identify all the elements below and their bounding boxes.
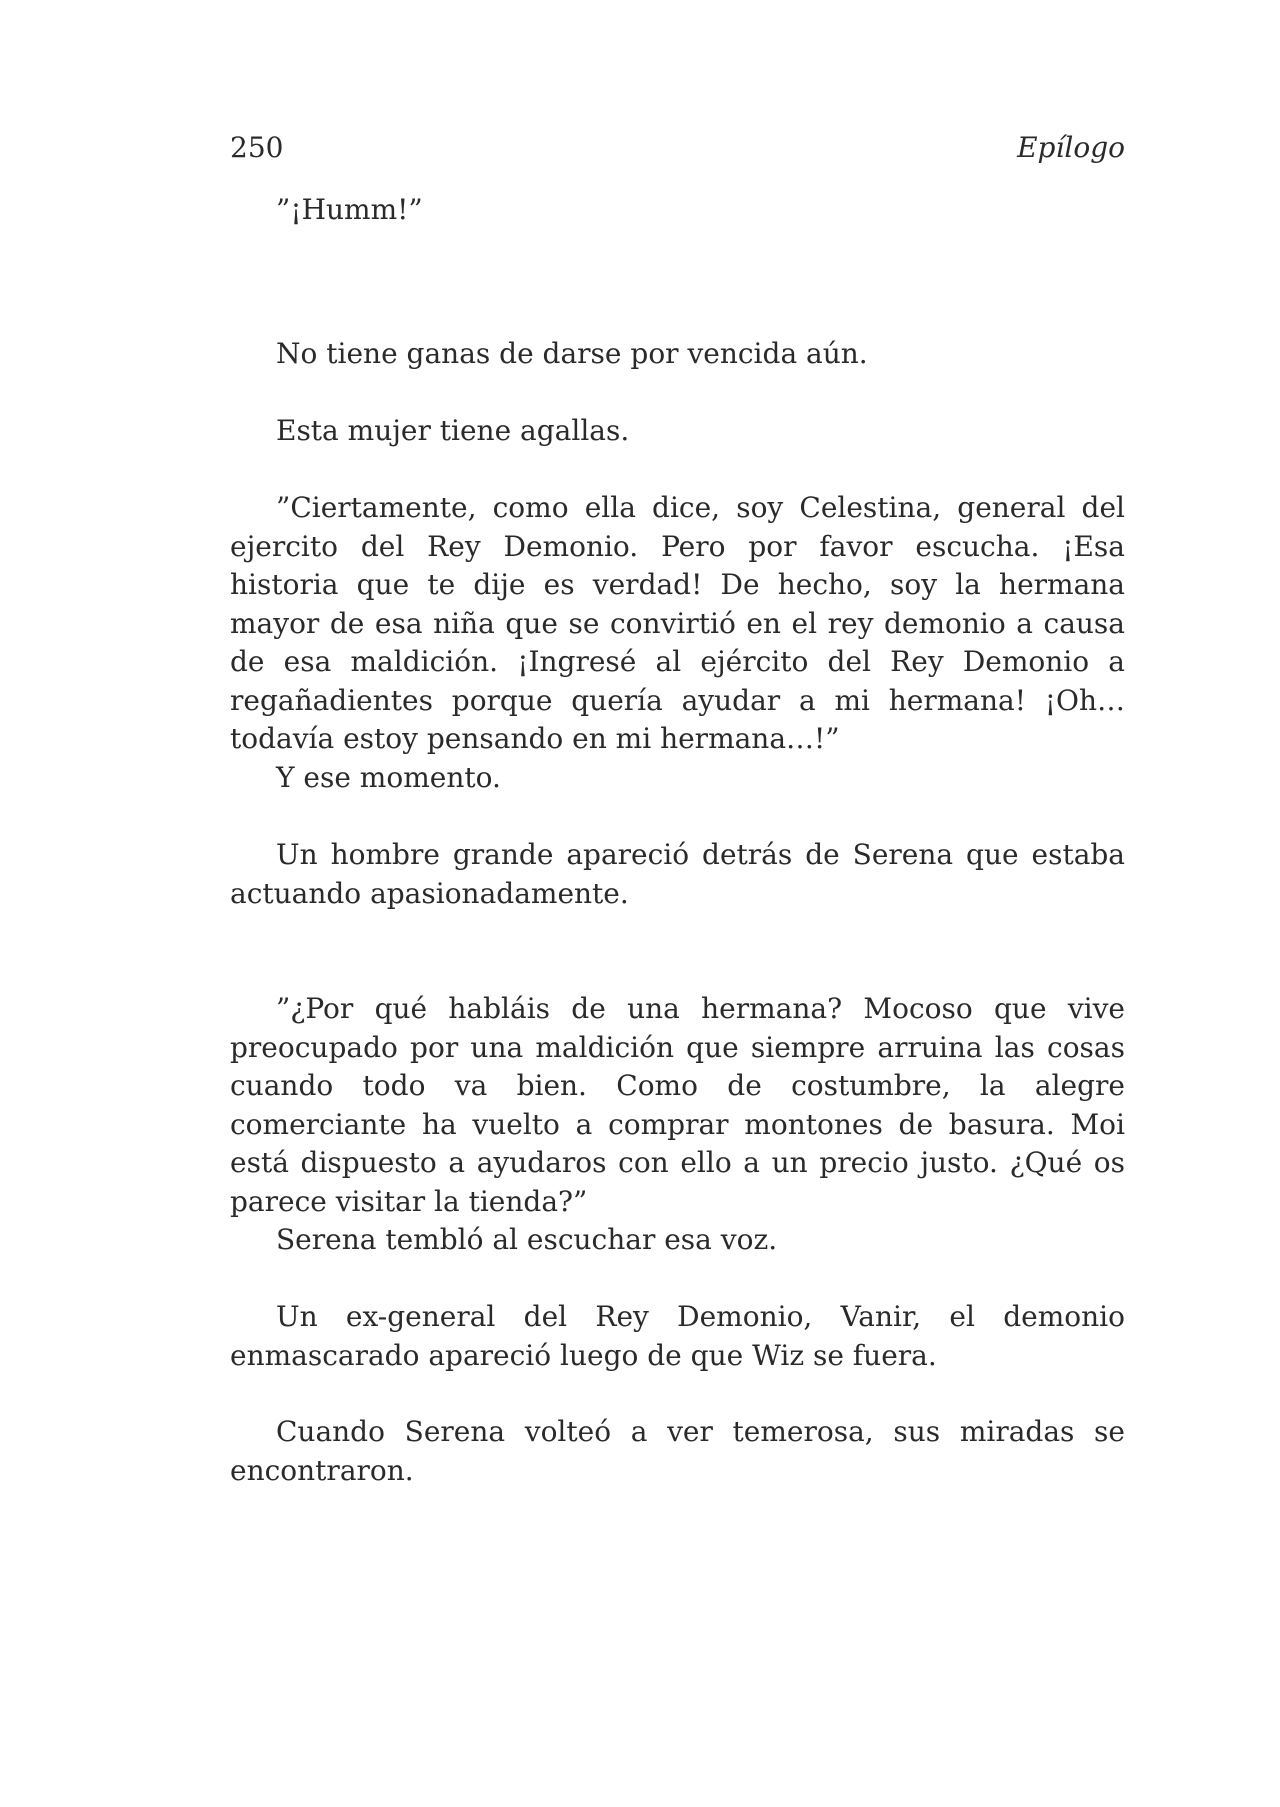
paragraph-no-tiene-ganas: No tiene ganas de darse por vencida aún.	[276, 337, 868, 370]
book-page	[230, 0, 1125, 1807]
paragraph-hombre-grande: Un hombre grande apareció detrás de Serena que estaba actuando apasionadamente.	[230, 838, 1125, 910]
paragraph-y-ese-momento: Y ese momento.	[276, 761, 501, 794]
paragraph-ex-general: Un ex-general del Rey Demonio, Vanir, el demonio enmascarado apareció luego de que Wiz se fuera.	[230, 1300, 1125, 1372]
paragraph-humm: ”¡Humm!”	[276, 193, 423, 226]
paragraph-esta-mujer: Esta mujer tiene agallas.	[276, 414, 630, 447]
paragraph-serena-tembló: Serena tembló al escuchar esa voz.	[276, 1223, 778, 1256]
paragraph-miradas: Cuando Serena volteó a ver temerosa, sus miradas se encontraron.	[230, 1415, 1125, 1487]
paragraph-vanir-speech: ”¿Por qué habláis de una hermana? Mocoso que vive preocupado por una maldición que siempre arruina las cosas cuando todo va bien. Como de costumbre, la alegre comerciante ha vuelto a comprar montones de basura. Moi está dispuesto a ayudaros con ello a un precio justo. ¿Qué os parece visitar la tienda?”	[230, 992, 1125, 1218]
page-number: 250	[230, 131, 284, 164]
chapter-title: Epílogo	[1017, 131, 1125, 164]
paragraph-celestina-speech: ”Ciertamente, como ella dice, soy Celestina, general del ejercito del Rey Demonio. Pero por favor escucha. ¡Esa historia que te dije es verdad! De hecho, soy la hermana mayor de esa niña que se convirtió en el rey demonio a causa de esa maldición. ¡Ingresé al ejército del Rey Demonio a regañadientes porque quería ayudar a mi hermana! ¡Oh… todavía estoy pensando en mi hermana…!”	[230, 491, 1125, 755]
running-head	[230, 128, 1125, 168]
